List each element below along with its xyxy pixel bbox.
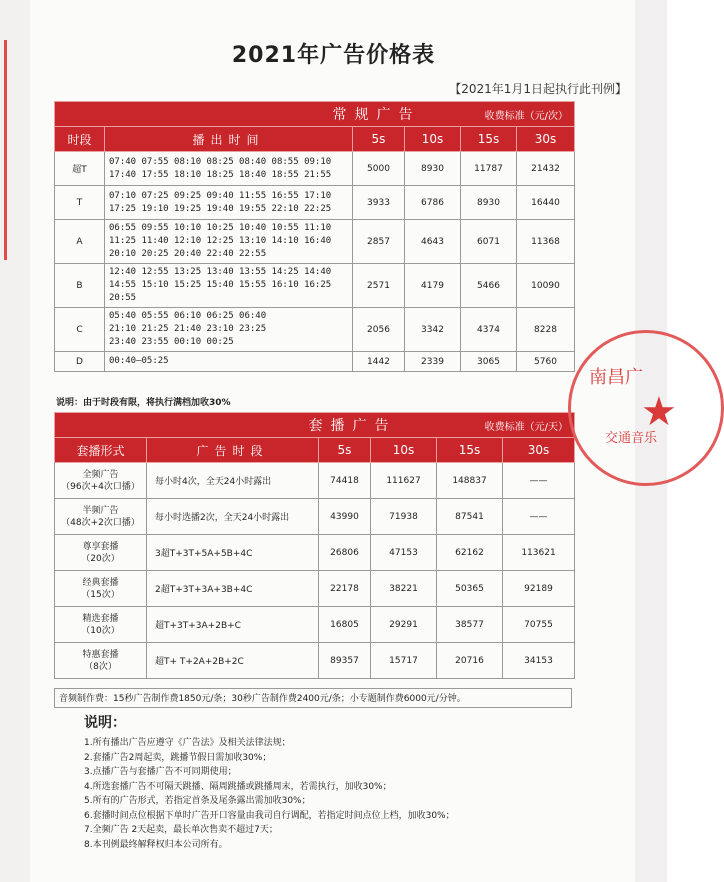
pkg-price-30s: —— bbox=[503, 499, 575, 535]
header-15s: 15s bbox=[461, 127, 517, 152]
row-price-10s: 8930 bbox=[405, 152, 461, 186]
header-slot: 时段 bbox=[55, 127, 105, 152]
regular-header-row bbox=[55, 127, 575, 152]
pkg-price-5s: 22178 bbox=[319, 571, 371, 607]
explain-item: 8.本刊例最终解释权归本公司所有。 bbox=[84, 839, 228, 850]
pkg-slots: 2超T+3T+3A+3B+4C bbox=[147, 571, 319, 607]
package-section-title: 套播广告 bbox=[55, 413, 437, 438]
row-price-15s: 6071 bbox=[461, 220, 517, 264]
row-price-30s: 16440 bbox=[517, 186, 575, 220]
pkg-price-5s: 43990 bbox=[319, 499, 371, 535]
pkg-price-15s: 50365 bbox=[437, 571, 503, 607]
row-price-5s: 1442 bbox=[353, 352, 405, 372]
explain-item: 5.所有的广告形式，若指定首条及尾条露出需加收30%； bbox=[84, 796, 311, 806]
row-price-5s: 2056 bbox=[353, 308, 405, 352]
explain-list bbox=[84, 736, 455, 852]
pkg-name: 尊享套播 （20次） bbox=[55, 535, 147, 571]
row-slot: B bbox=[55, 264, 105, 308]
regular-row bbox=[55, 186, 575, 220]
explain-item: 4.所选套播广告不可隔天跳播、隔周跳播或跳播周末，若需执行，加收30%； bbox=[84, 781, 392, 792]
pkg-price-15s: 87541 bbox=[437, 499, 503, 535]
header-30s: 30s bbox=[517, 127, 575, 152]
pkg-slots: 超T+ T+2A+2B+2C bbox=[147, 643, 319, 679]
row-price-15s: 8930 bbox=[461, 186, 517, 220]
package-ad-table bbox=[54, 412, 575, 679]
seal-text-bottom: 交通音乐 bbox=[605, 431, 658, 446]
pkg-price-30s: 113621 bbox=[503, 535, 575, 571]
row-slot: C bbox=[55, 308, 105, 352]
row-slot: 超T bbox=[55, 152, 105, 186]
package-row bbox=[55, 643, 575, 679]
pkg-slots: 3超T+3T+5A+5B+4C bbox=[147, 535, 319, 571]
package-row bbox=[55, 607, 575, 643]
pkg-price-10s: 38221 bbox=[371, 571, 437, 607]
pkg-price-5s: 74418 bbox=[319, 463, 371, 499]
pkg-slots: 超T+3T+3A+2B+C bbox=[147, 607, 319, 643]
pkg-name: 特惠套播 （8次） bbox=[55, 643, 147, 679]
row-price-5s: 2571 bbox=[353, 264, 405, 308]
row-slot: D bbox=[55, 352, 105, 372]
row-price-15s: 5466 bbox=[461, 264, 517, 308]
official-seal bbox=[568, 330, 724, 486]
left-red-mark bbox=[4, 40, 7, 260]
package-row bbox=[55, 463, 575, 499]
pkg-name: 半频广告 （48次+2次口播） bbox=[55, 499, 147, 535]
pkg-header-15s: 15s bbox=[437, 438, 503, 463]
pkg-price-30s: 34153 bbox=[503, 643, 575, 679]
row-price-10s: 2339 bbox=[405, 352, 461, 372]
package-row bbox=[55, 571, 575, 607]
regular-title-row bbox=[55, 102, 575, 127]
explain-item: 3.点播广告与套播广告不可同期使用； bbox=[84, 767, 237, 777]
row-price-10s: 4643 bbox=[405, 220, 461, 264]
package-header-row bbox=[55, 438, 575, 463]
row-times: 07:10 07:25 09:25 09:40 11:55 16:55 17:10 17:25 19:10 19:25 19:40 19:55 22:10 22:25 bbox=[105, 186, 353, 220]
pkg-price-10s: 29291 bbox=[371, 607, 437, 643]
pkg-header-form: 套播形式 bbox=[55, 438, 147, 463]
explain-item: 6.套播时间点位根据下单时广告开口容量由我司自行调配，若指定时间点位上档，加收30%； bbox=[84, 810, 455, 821]
row-times: 12:40 12:55 13:25 13:40 13:55 14:25 14:40 14:55 15:10 15:25 15:40 15:55 16:10 16:25 20:55 bbox=[105, 264, 353, 308]
row-slot: A bbox=[55, 220, 105, 264]
seal-star-icon: ★ bbox=[641, 389, 677, 435]
row-times: 05:40 05:55 06:10 06:25 06:40 21:10 21:25 21:40 23:10 23:25 23:40 23:55 00:10 00:25 bbox=[105, 308, 353, 352]
pkg-header-slots: 广告时段 bbox=[147, 438, 319, 463]
package-row bbox=[55, 535, 575, 571]
header-10s: 10s bbox=[405, 127, 461, 152]
pkg-slots: 每小时4次，全天24小时露出 bbox=[147, 463, 319, 499]
explain-item: 7.全频广告 2天起卖，最长单次售卖不超过7天； bbox=[84, 825, 278, 835]
pkg-price-30s: 70755 bbox=[503, 607, 575, 643]
row-price-10s: 4179 bbox=[405, 264, 461, 308]
regular-row bbox=[55, 352, 575, 372]
row-price-15s: 11787 bbox=[461, 152, 517, 186]
pkg-price-15s: 20716 bbox=[437, 643, 503, 679]
row-price-5s: 3933 bbox=[353, 186, 405, 220]
package-title-row bbox=[55, 413, 575, 438]
seal-text-top: 南昌广 bbox=[589, 367, 643, 388]
header-5s: 5s bbox=[353, 127, 405, 152]
row-price-15s: 4374 bbox=[461, 308, 517, 352]
row-price-10s: 3342 bbox=[405, 308, 461, 352]
regular-row bbox=[55, 220, 575, 264]
regular-row bbox=[55, 308, 575, 352]
row-price-15s: 3065 bbox=[461, 352, 517, 372]
pkg-header-10s: 10s bbox=[371, 438, 437, 463]
pkg-name: 经典套播 （15次） bbox=[55, 571, 147, 607]
pkg-price-30s: 92189 bbox=[503, 571, 575, 607]
row-price-30s: 10090 bbox=[517, 264, 575, 308]
regular-section-title: 常规广告 bbox=[55, 102, 461, 127]
pkg-price-10s: 71938 bbox=[371, 499, 437, 535]
pkg-price-5s: 26806 bbox=[319, 535, 371, 571]
pkg-price-30s: —— bbox=[503, 463, 575, 499]
pkg-price-15s: 148837 bbox=[437, 463, 503, 499]
regular-unit: 收费标准（元/次） bbox=[461, 102, 575, 127]
regular-row bbox=[55, 152, 575, 186]
audio-production-fee: 音频制作费：15秒广告制作费1850元/条；30秒广告制作费2400元/条；小专题制作费6000元/分钟。 bbox=[54, 688, 572, 708]
package-row bbox=[55, 499, 575, 535]
row-price-30s: 21432 bbox=[517, 152, 575, 186]
regular-note: 说明：由于时段有限，将执行满档加收30% bbox=[56, 398, 231, 408]
explain-item: 2.套播广告2周起卖，跳播节假日需加收30%； bbox=[84, 752, 272, 763]
pkg-name: 精选套播 （10次） bbox=[55, 607, 147, 643]
regular-row bbox=[55, 264, 575, 308]
row-price-30s: 8228 bbox=[517, 308, 575, 352]
pkg-name: 全频广告 （96次+4次口播） bbox=[55, 463, 147, 499]
row-slot: T bbox=[55, 186, 105, 220]
row-times: 00:40—05:25 bbox=[105, 352, 353, 372]
left-page-strip bbox=[0, 0, 30, 882]
effective-date: 【2021年1月1日起执行此刊例】 bbox=[449, 82, 627, 96]
pkg-header-30s: 30s bbox=[503, 438, 575, 463]
pkg-price-10s: 15717 bbox=[371, 643, 437, 679]
pkg-price-5s: 16805 bbox=[319, 607, 371, 643]
pkg-price-5s: 89357 bbox=[319, 643, 371, 679]
explain-item: 1.所有播出广告应遵守《广告法》及相关法律法规； bbox=[84, 738, 291, 748]
row-times: 06:55 09:55 10:10 10:25 10:40 10:55 11:10 11:25 11:40 12:10 12:25 13:10 14:10 16:40 20:10 20:25 20:40 22:40 22:55 bbox=[105, 220, 353, 264]
row-price-30s: 5760 bbox=[517, 352, 575, 372]
pkg-price-15s: 62162 bbox=[437, 535, 503, 571]
pkg-slots: 每小时选播2次，全天24小时露出 bbox=[147, 499, 319, 535]
pkg-price-10s: 47153 bbox=[371, 535, 437, 571]
row-price-5s: 5000 bbox=[353, 152, 405, 186]
page-title: 2021年广告价格表 bbox=[231, 43, 436, 68]
row-price-10s: 6786 bbox=[405, 186, 461, 220]
explain-heading: 说明： bbox=[84, 715, 126, 731]
row-price-30s: 11368 bbox=[517, 220, 575, 264]
row-times: 07:40 07:55 08:10 08:25 08:40 08:55 09:10 17:40 17:55 18:10 18:25 18:40 18:55 21:55 bbox=[105, 152, 353, 186]
row-price-5s: 2857 bbox=[353, 220, 405, 264]
regular-ad-table bbox=[54, 101, 575, 372]
package-unit: 收费标准（元/天） bbox=[437, 413, 575, 438]
pkg-header-5s: 5s bbox=[319, 438, 371, 463]
header-times: 播出时间 bbox=[105, 127, 353, 152]
pkg-price-10s: 111627 bbox=[371, 463, 437, 499]
pkg-price-15s: 38577 bbox=[437, 607, 503, 643]
